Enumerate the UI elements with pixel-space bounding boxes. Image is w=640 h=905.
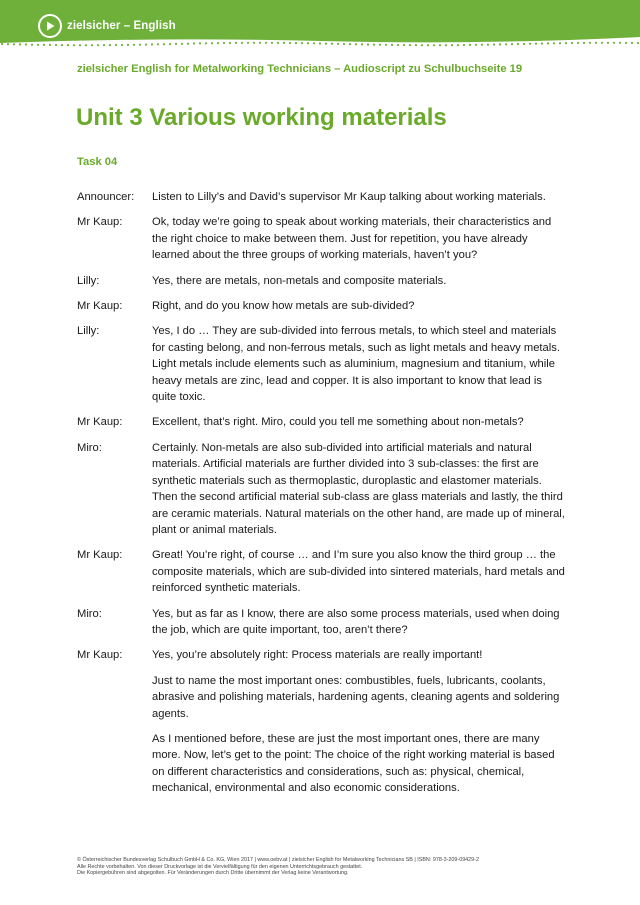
dialogue-turn — [77, 440, 567, 538]
dialogue — [77, 189, 567, 806]
speech-paragraph: Yes, I do … They are sub-divided into ferrous metals, to which steel and materials for casting belong, and non-ferrous metals, such as light metals and heavy metals. Light metals include elements such as aluminium, magnesium and titanium, while heavy metals are zinc, lead and copper. It is also important to know that lead is quite toxic. — [152, 325, 560, 404]
dialogue-turn — [77, 647, 567, 796]
speech-paragraph: Listen to Lilly’s and David’s supervisor Mr Kaup talking about working materials. — [152, 191, 546, 203]
play-icon — [38, 14, 62, 38]
footer-line: © Österreichischer Bundesverlag Schulbuch GmbH & Co. KG, Wien 2017 | www.oebv.at | zielsicher English for Metalworking Technicians SB | ISBN: 978-3-209-09429-2 — [77, 857, 479, 863]
speech-paragraph: Yes, you’re absolutely right: Process materials are really important! — [152, 649, 483, 662]
dialogue-turn — [77, 414, 567, 430]
footer-line: Die Kopiergebühren sind abgegolten. Für Veränderungen durch Dritte übernimmt der Verlag keine Verantwortung. — [77, 870, 349, 876]
speech-text — [152, 647, 567, 796]
speaker-label: Miro: — [77, 607, 102, 620]
speech-paragraph: Ok, today we’re going to speak about working materials, their characteristics and the right choice to make between them. Just for repetition, you have already learned about the three groups of working materials, haven’t you? — [152, 216, 552, 262]
footer-line: Alle Rechte vorbehalten. Von dieser Druckvorlage ist die Vervielfältigung für den eigenen Unterrichtsgebrauch gestattet. — [77, 863, 363, 870]
speech-paragraph: As I mentioned before, these are just the most important ones, there are many more. Now, let’s get to the point: The choice of the right working material is based on different characteristics and considerations, such as: physical, chemical, mechanical, environmental and also economic considerations. — [152, 732, 555, 795]
speech-text — [152, 273, 567, 289]
speech-paragraph: Just to name the most important ones: combustibles, fuels, lubricants, coolants, abrasive and polishing materials, hardening agents, cleaning agents and soldering agents. — [152, 674, 560, 720]
speech-paragraph: Excellent, that’s right. Miro, could you tell me something about non-metals? — [152, 416, 524, 429]
speaker-label: Mr Kaup: — [77, 649, 123, 662]
speech-paragraph: Yes, there are metals, non-metals and composite materials. — [152, 274, 447, 287]
speech-paragraph: Yes, but as far as I know, there are also some process materials, used when doing the job, which are quite important, too, aren’t there? — [152, 607, 560, 636]
dialogue-turn — [77, 273, 567, 289]
speaker-label: Miro: — [77, 441, 102, 454]
speaker-label: Lilly: — [77, 274, 100, 287]
speech-paragraph: Great! You’re right, of course … and I’m sure you also know the third group … the composite materials, which are sub-divided into sintered materials, hard metals and reinforced synthetic materials. — [152, 549, 565, 595]
speech-text — [152, 323, 567, 405]
page-subtitle: zielsicher English for Metalworking Technicians – Audioscript zu Schulbuchseite 19 — [77, 63, 523, 75]
dialogue-turn — [77, 298, 567, 314]
speaker-label: Mr Kaup: — [77, 416, 123, 429]
speech-text — [152, 189, 567, 205]
speech-paragraph: Certainly. Non-metals are also sub-divided into artificial materials and natural materials. Artificial materials are further divided into 3 sub-classes: the first are synthetic materials such as thermoplastic, duroplastic and elastomer materials. Then the second artificial material sub-class are glass materials and lastly, the third are ceramic materials. Natural materials on the other hand, are made up of mineral, plant or animal materials. — [152, 441, 565, 536]
dialogue-turn — [77, 323, 567, 405]
page-title: Unit 3 Various working materials — [76, 104, 447, 131]
speech-text — [152, 440, 567, 538]
dialogue-turn — [77, 189, 567, 205]
copyright-footer — [77, 857, 577, 877]
speech-text — [152, 298, 567, 314]
dialogue-turn — [77, 214, 567, 263]
speaker-label: Mr Kaup: — [77, 300, 123, 313]
speaker-label: Announcer: — [77, 191, 135, 203]
speaker-label: Mr Kaup: — [77, 216, 123, 229]
dialogue-turn — [77, 606, 567, 639]
speech-text — [152, 547, 567, 596]
speaker-label: Mr Kaup: — [77, 549, 123, 562]
speech-text — [152, 214, 567, 263]
dialogue-turn — [77, 547, 567, 596]
speech-text — [152, 606, 567, 639]
task-heading: Task 04 — [77, 156, 118, 168]
speech-paragraph: Right, and do you know how metals are sub-divided? — [152, 300, 415, 313]
speaker-label: Lilly: — [77, 325, 100, 338]
speech-text — [152, 414, 567, 430]
brand-name: zielsicher – English — [67, 20, 176, 32]
brand-logo — [38, 14, 176, 38]
